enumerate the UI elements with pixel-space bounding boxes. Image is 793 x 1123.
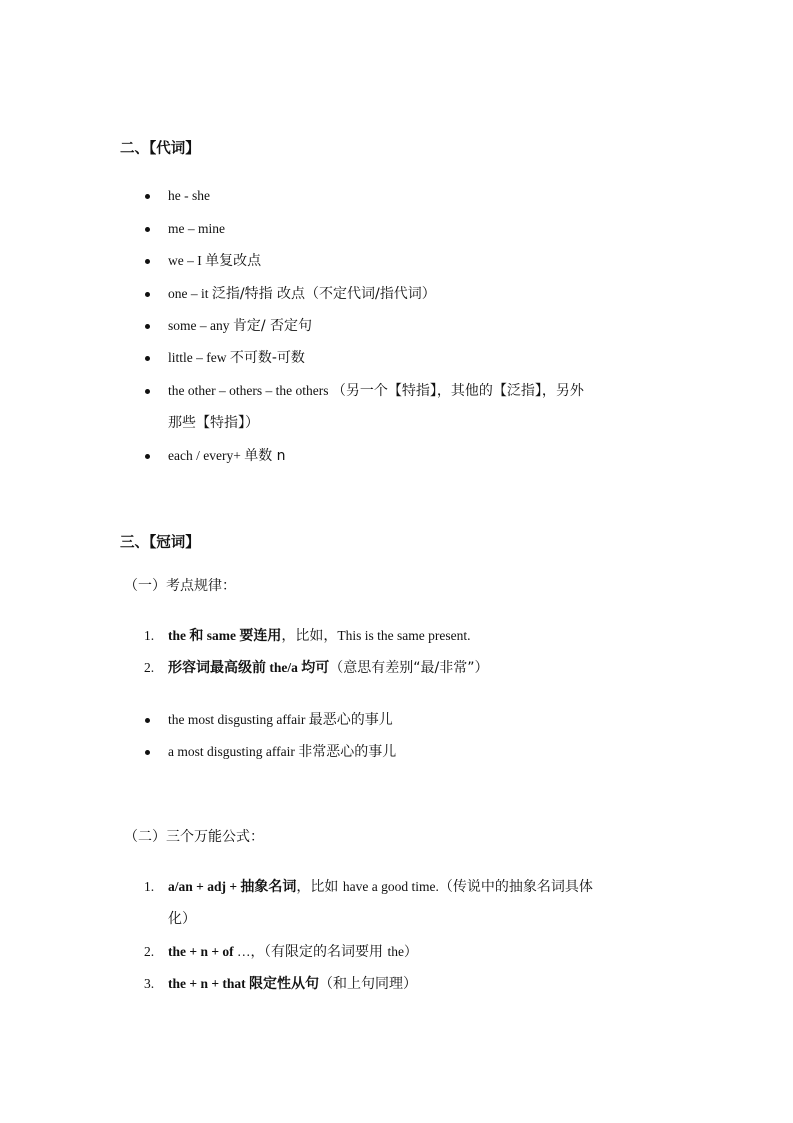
item-note: 单数 n (244, 448, 286, 464)
list-item (168, 188, 210, 204)
item-note: 单复改点 (205, 253, 262, 269)
item-text: a most disgusting affair (168, 744, 299, 759)
item-note: （和上句同理） (319, 976, 418, 992)
item-note: 泛指/特指 改点（不定代词/指代词） (211, 286, 436, 302)
item-note: （意思有差别“最/非常”） (329, 660, 489, 676)
bold-text: the/a (266, 660, 302, 675)
numbered-item (144, 660, 489, 676)
item-note: ，比如 (296, 879, 343, 895)
item-text: …， (237, 944, 265, 959)
item-text: each / every+ (168, 448, 245, 463)
subsection-heading-rules: （一）考点规律： (124, 578, 236, 594)
item-number: 1. (144, 879, 155, 894)
item-text: one – it (168, 286, 212, 301)
item-note: 非常恶心的事儿 (298, 744, 397, 760)
list-item (168, 286, 436, 302)
item-text: This is the same present. (337, 628, 471, 643)
bold-text: the (168, 628, 190, 643)
bold-text: the + n + of (168, 944, 238, 959)
item-text: the most disgusting affair (168, 712, 309, 727)
item-text: the other – others – the others (168, 383, 332, 398)
list-item (168, 712, 393, 728)
item-text: some – any (168, 318, 233, 333)
bold-text: 限定性从句 (249, 976, 320, 992)
bold-text: same (203, 628, 240, 643)
section-heading-articles: 三、【冠词】 (120, 535, 200, 551)
item-number: 2. (144, 944, 155, 959)
item-text: we – I (168, 253, 206, 268)
item-note: 肯定/ 否定句 (232, 318, 313, 334)
numbered-item-continuation: 化） (168, 911, 196, 927)
list-item (168, 253, 261, 269)
numbered-item (144, 944, 418, 960)
item-text: have a good time. (342, 879, 439, 894)
item-number: 3. (144, 976, 155, 991)
item-note: ，比如， (281, 628, 338, 644)
numbered-item (144, 879, 593, 895)
item-note: 不可数-可数 (229, 350, 305, 366)
numbered-item (144, 628, 471, 644)
item-text: little – few (168, 350, 230, 365)
bold-text: 和 (189, 628, 204, 644)
item-note: （另一个【特指】，其他的【泛指】，另外 (331, 383, 584, 399)
item-note: （传说中的抽象名词具体 (438, 879, 593, 895)
item-note: 最恶心的事儿 (308, 712, 393, 728)
list-item (168, 448, 286, 464)
bold-text: 要连用 (239, 628, 282, 644)
bold-text: 均可 (301, 660, 330, 676)
list-item (168, 350, 305, 366)
subsection-heading-formulas: （二）三个万能公式： (124, 829, 264, 845)
bold-text: a/an + adj + (168, 879, 241, 894)
list-item (168, 383, 584, 399)
bold-text: 抽象名词 (240, 879, 297, 895)
section-heading-pronouns: 二、【代词】 (120, 141, 200, 157)
item-number: 1. (144, 628, 155, 643)
item-text: me – mine (168, 221, 225, 236)
item-text: he - she (168, 188, 210, 203)
item-number: 2. (144, 660, 155, 675)
list-item-continuation: 那些【特指】） (168, 415, 259, 431)
list-item (168, 744, 396, 760)
item-note: （有限定的名词要用 (264, 944, 388, 960)
item-text: the） (387, 944, 418, 959)
bold-text: 形容词最高级前 (168, 660, 266, 676)
numbered-item (144, 976, 418, 992)
bold-text: the + n + that (168, 976, 250, 991)
list-item (168, 318, 312, 334)
list-item (168, 221, 225, 237)
